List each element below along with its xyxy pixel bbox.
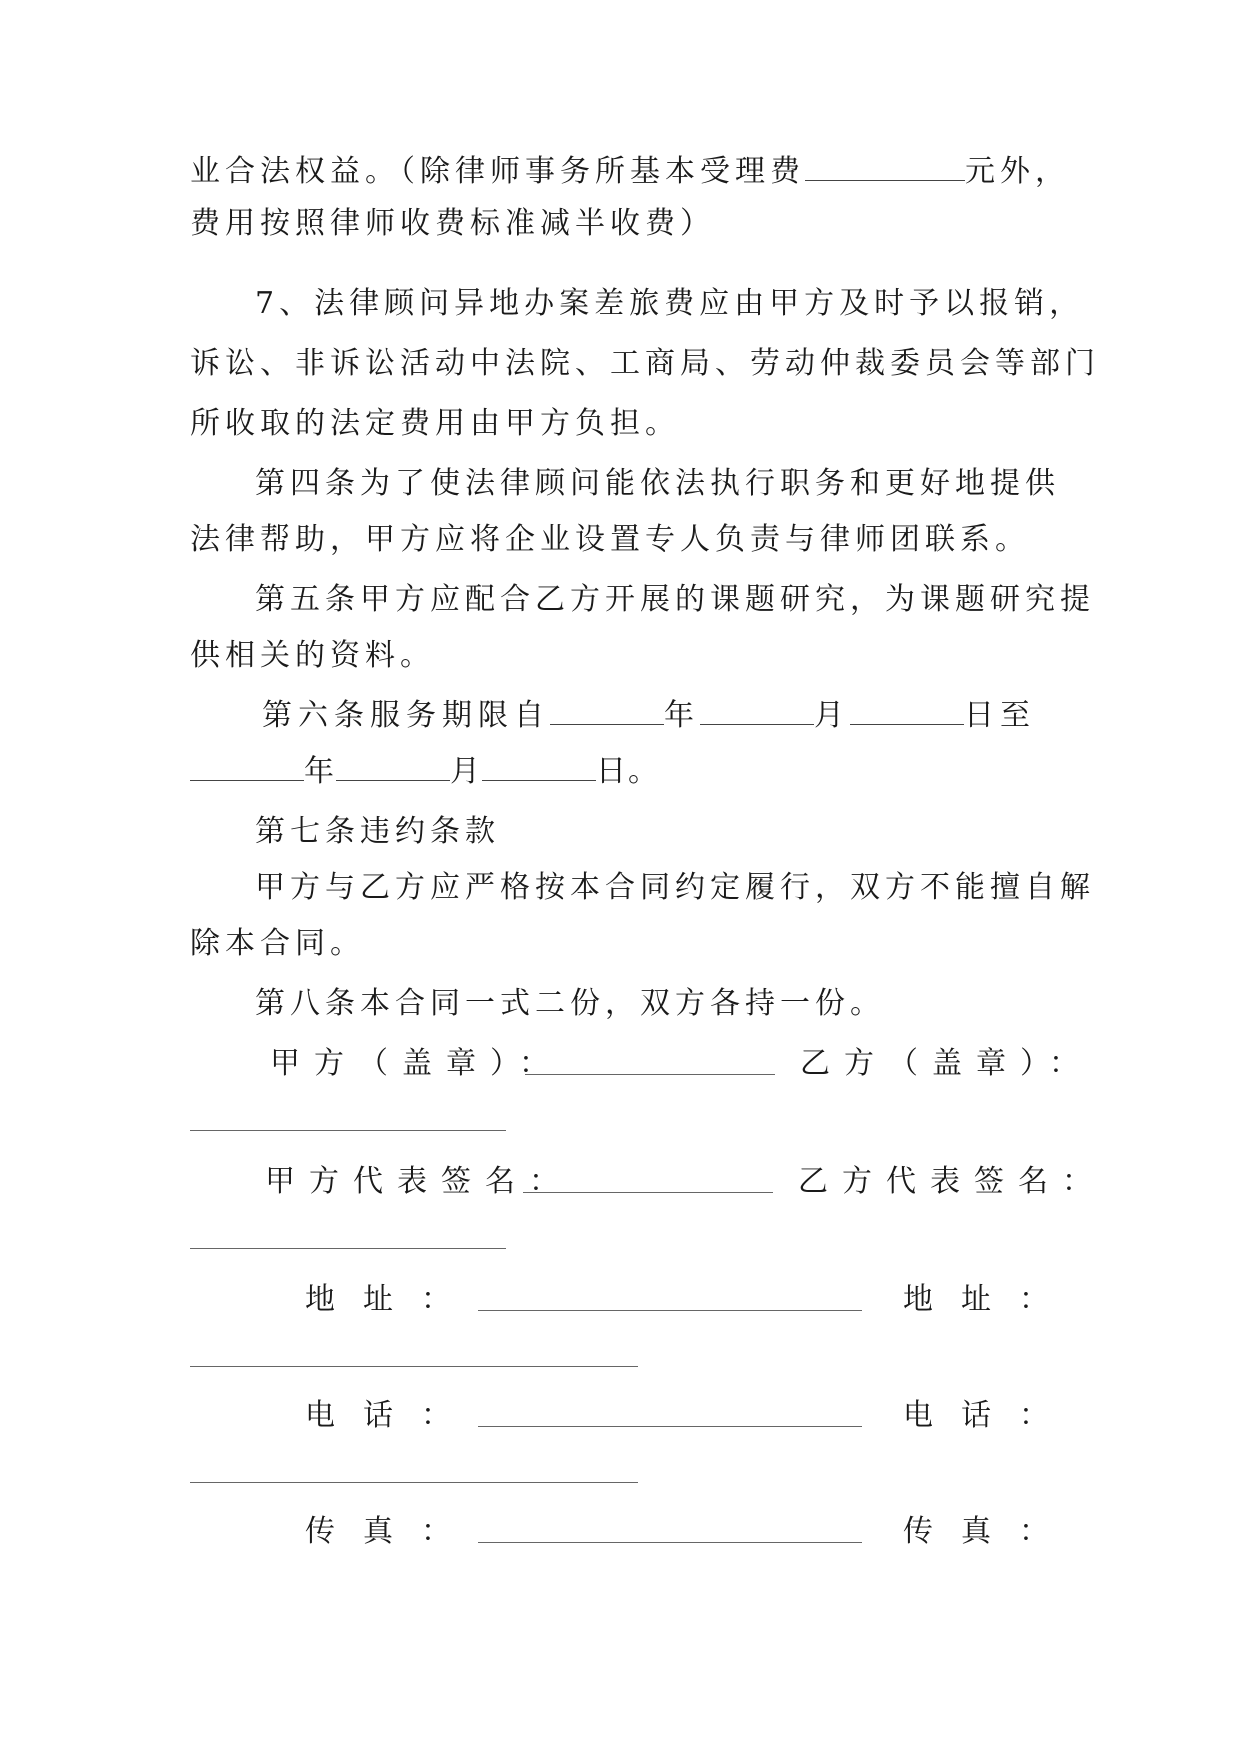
party-b-address-label: 地址： xyxy=(903,1282,1077,1317)
start-day-blank[interactable] xyxy=(850,698,964,725)
end-month-blank[interactable] xyxy=(336,754,450,781)
party-a-phone-label: 电话： xyxy=(305,1398,479,1433)
article-4-line-2: 法律帮助，甲方应将企业设置专人负责与律师团联系。 xyxy=(190,522,1030,557)
paragraph-travel-line-3: 所收取的法定费用由甲方负担。 xyxy=(190,406,680,441)
party-b-phone-label: 电话： xyxy=(903,1398,1077,1433)
month-label-2: 月 xyxy=(450,754,482,789)
start-month-blank[interactable] xyxy=(700,698,814,725)
party-a-rep-blank[interactable] xyxy=(523,1192,773,1193)
article-8-line: 第八条本合同一式二份，双方各持一份。 xyxy=(255,986,885,1021)
party-a-address-label: 地址： xyxy=(305,1282,479,1317)
party-a-fax-blank[interactable] xyxy=(478,1542,862,1543)
service-term-label: 第六条服务期限自 xyxy=(262,698,550,733)
article-6-line-1 xyxy=(262,696,1132,736)
fee-text-a: 业合法权益。（除律师事务所基本受理费 xyxy=(190,154,805,189)
end-year-blank[interactable] xyxy=(190,754,304,781)
party-b-fax-label: 传真： xyxy=(903,1514,1077,1549)
end-day-blank[interactable] xyxy=(482,754,596,781)
paragraph-travel-line-2: 诉讼、非诉讼活动中法院、工商局、劳动仲裁委员会等部门 xyxy=(190,346,1100,381)
article-5-line-1: 第五条甲方应配合乙方开展的课题研究，为课题研究提 xyxy=(255,582,1095,617)
party-a-seal-blank[interactable] xyxy=(525,1074,775,1075)
start-year-blank[interactable] xyxy=(550,698,664,725)
breach-line-1: 甲方与乙方应严格按本合同约定履行，双方不能擅自解 xyxy=(255,870,1095,905)
party-b-address-blank[interactable] xyxy=(190,1366,638,1367)
article-4-line-1: 第四条为了使法律顾问能依法执行职务和更好地提供 xyxy=(255,466,1060,501)
base-fee-blank[interactable] xyxy=(805,154,965,181)
party-b-seal-label: 乙方（盖章）： xyxy=(800,1046,1093,1081)
paragraph-fee-line-1 xyxy=(190,152,1070,192)
year-label-2: 年 xyxy=(304,754,336,789)
party-a-seal-label: 甲方（盖章）： xyxy=(270,1046,563,1081)
party-b-rep-blank[interactable] xyxy=(190,1248,506,1249)
party-a-address-blank[interactable] xyxy=(478,1310,862,1311)
month-label: 月 xyxy=(814,698,850,733)
fee-text-b: 元外， xyxy=(965,154,1070,189)
article-7-heading: 第七条违约条款 xyxy=(255,814,500,849)
party-a-phone-blank[interactable] xyxy=(478,1426,862,1427)
paragraph-travel-line-1: 7、法律顾问异地办案差旅费应由甲方及时予以报销， xyxy=(255,286,1085,321)
party-b-rep-label: 乙方代表签名： xyxy=(798,1164,1106,1199)
breach-line-2: 除本合同。 xyxy=(190,926,365,961)
day-to-label: 日至 xyxy=(964,698,1036,733)
party-a-fax-label: 传真： xyxy=(305,1514,479,1549)
party-b-seal-blank[interactable] xyxy=(190,1130,506,1131)
article-6-line-2 xyxy=(190,752,1060,792)
day-end-label: 日。 xyxy=(596,754,660,789)
article-5-line-2: 供相关的资料。 xyxy=(190,638,435,673)
party-b-phone-blank[interactable] xyxy=(190,1482,638,1483)
year-label: 年 xyxy=(664,698,700,733)
party-a-rep-label: 甲方代表签名： xyxy=(265,1164,573,1199)
paragraph-fee-line-2: 费用按照律师收费标准减半收费） xyxy=(190,206,715,241)
